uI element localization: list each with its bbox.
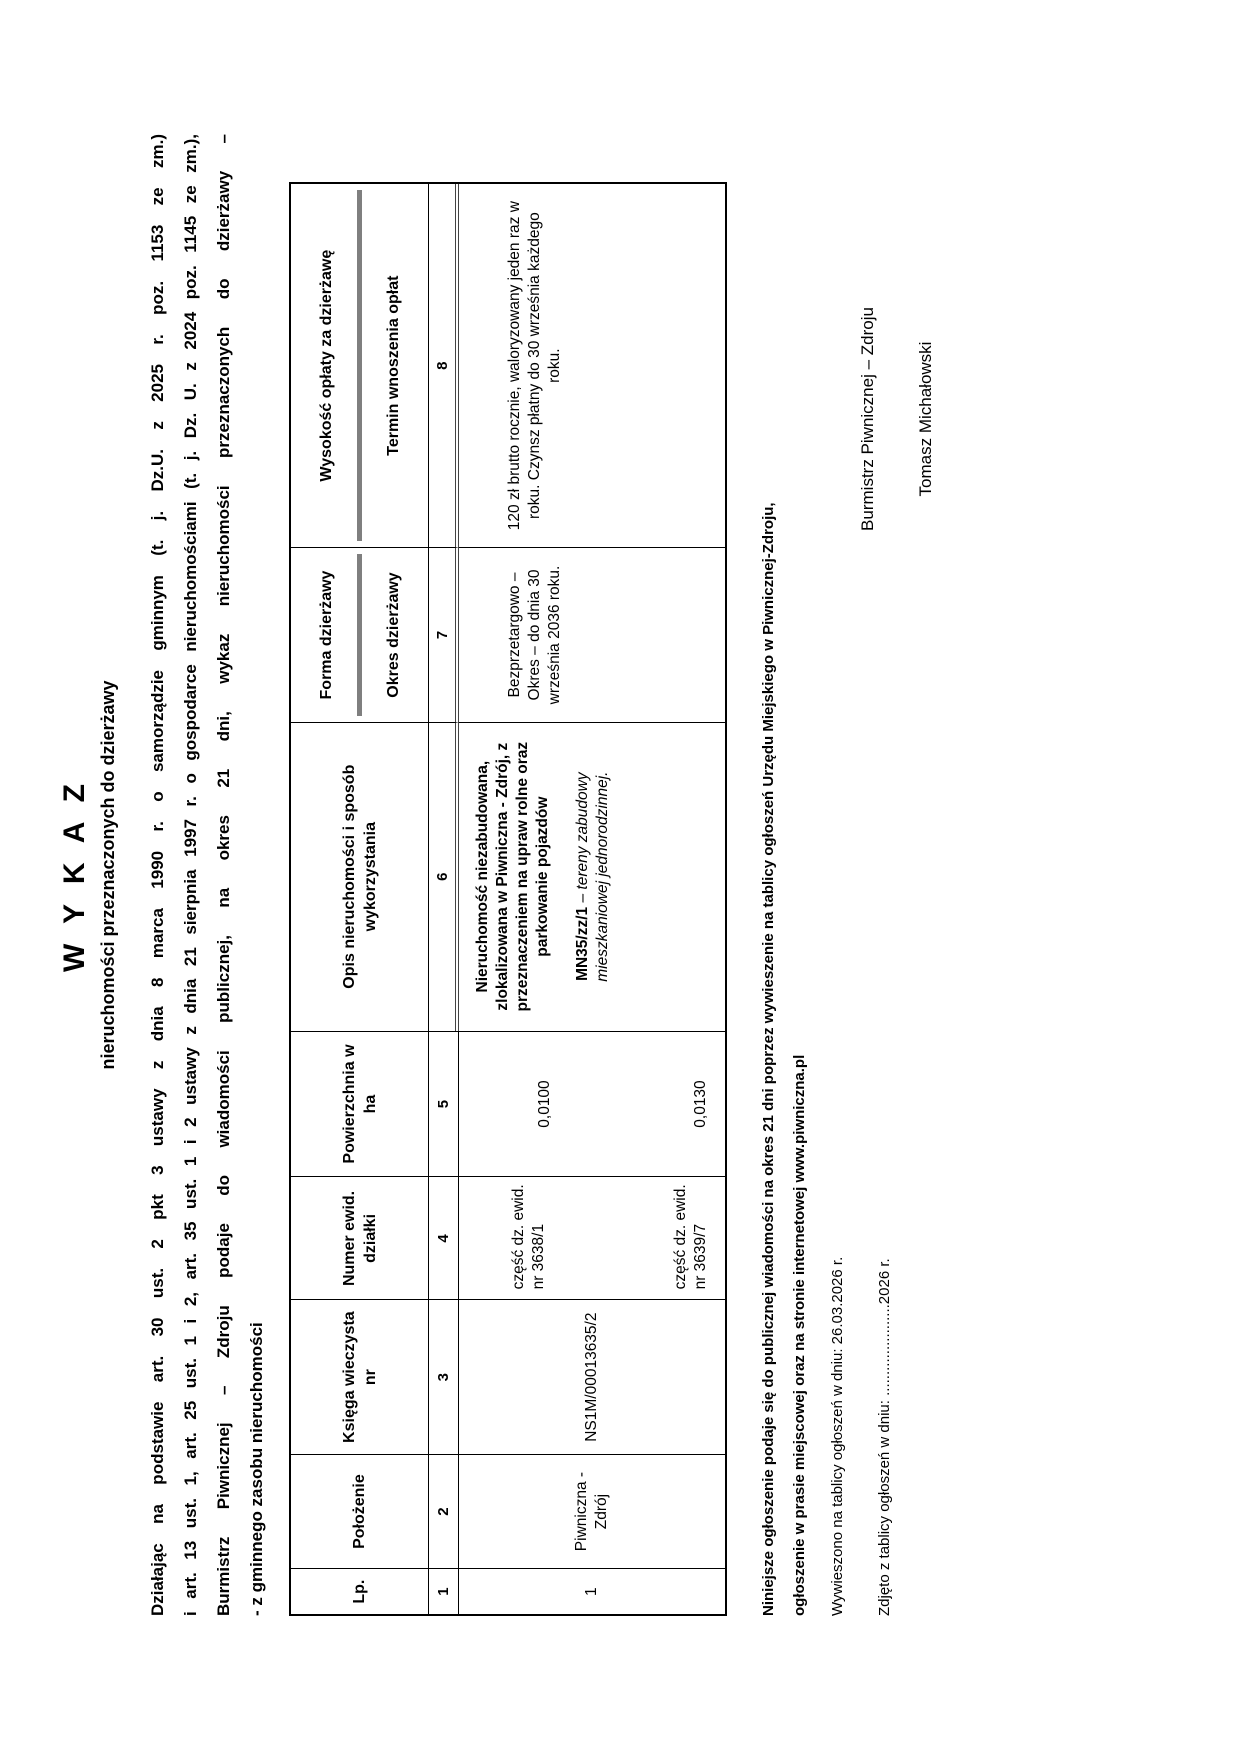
fee-label: Wysokość opłaty za dzierżawę [317, 249, 335, 482]
parcel-entry-2: część dz. ewid. nr 3639/7 [672, 1184, 709, 1290]
area-entry-1: 0,0100 [536, 1080, 553, 1128]
cell-areas [459, 1031, 725, 1177]
col-header-parcel-number: Numer ewid. działki [291, 1176, 429, 1299]
signature-title: Burmistrz Piwnicznej – Zdroju [858, 307, 877, 531]
col-header-fee [291, 184, 429, 547]
lease-table [289, 182, 727, 1616]
parcel-entry-1: część dz. ewid. nr 3638/1 [510, 1184, 547, 1290]
col-header-description: Opis nieruchomości i sposób wykorzystania [291, 722, 429, 1031]
col-header-land-register: Księga wieczysta nr [291, 1299, 429, 1453]
plan-text: – tereny zabudowy mieszkaniowej jednorodzinnej. [574, 771, 611, 982]
cell-fee: 120 zł brutto rocznie, waloryzowany jeden raz w roku. Czynsz płatny do 30 września każdego roku. [506, 201, 563, 531]
signature-name: Tomasz Michałowski [916, 341, 935, 497]
column-number-5: 5 [429, 1031, 459, 1177]
intro-paragraph [141, 134, 273, 1616]
page-title: W Y K A Z [58, 778, 91, 973]
posted-date-line: Wywieszono na tablicy ogłoszeń w dniu: 26.03.2026 r. [829, 1256, 846, 1616]
lease-form-label: Forma dzierżawy [317, 570, 335, 700]
cell-description [459, 722, 725, 1031]
intro-line-1: Działając na podstawie art. 30 ust. 2 pkt 3 ustawy z dnia 8 marca 1990 r. o samorządzie gminnym (t. j. Dz.U. z 2025 r. poz. 1153 ze zm.) [148, 134, 167, 1616]
cell-location: Piwniczna - Zdrój [459, 1454, 725, 1568]
column-number-2: 2 [429, 1454, 459, 1568]
footer-notice [753, 134, 815, 1616]
column-number-7: 7 [429, 547, 459, 721]
signature-block [858, 184, 936, 654]
area-entry-2: 0,0130 [692, 1080, 709, 1128]
page-subtitle: nieruchomości przeznaczonych do dzierżawy [98, 680, 118, 1070]
col-header-lp: Lp. [291, 1568, 429, 1614]
column-number-8: 8 [429, 184, 459, 547]
column-number-4: 4 [429, 1176, 459, 1299]
col-header-lease-form [291, 547, 429, 721]
footer-notice-line-2: ogłoszenie w prasie miejscowej oraz na stronie internetowej www.piwniczna.pl [791, 1054, 808, 1616]
cell-parcel-numbers [459, 1176, 725, 1299]
col-header-location: Położenie [291, 1454, 429, 1568]
description-main: Nieruchomość niezabudowana, zlokalizowana w Piwniczna - Zdrój, z przeznaczeniem na upraw rolne oraz parkowanie pojazdów [474, 741, 551, 1012]
footer-notice-line-1: Niniejsze ogłoszenie podaje się do publicznej wiadomości na okres 21 dni poprzez wywieszenie na tablicy ogłoszeń Urzędu Miejskiego w Piwnicznej-Zdroju, [760, 502, 777, 1616]
removed-date-line: Zdjęto z tablicy ogłoszeń w dniu: ......................2026 r. [876, 1258, 893, 1616]
plan-code: MN35/zz/1 [574, 906, 591, 981]
column-number-1: 1 [429, 1568, 459, 1614]
document-content [58, 134, 893, 1616]
cell-lp: 1 [459, 1568, 725, 1614]
cell-lease-form: Bezprzetargowo – Okres – do dnia 30 września 2036 roku. [459, 547, 725, 721]
fee-term-label: Termin wnoszenia opłat [384, 275, 402, 456]
intro-line-3: Burmistrz Piwnicznej – Zdroju podaje do wiadomości publicznej, na okres 21 dni, wykaz nieruchomości przeznaczonych do dzierżawy – [214, 134, 233, 1616]
column-number-3: 3 [429, 1299, 459, 1453]
intro-line-4: - z gminnego zasobu nieruchomości [247, 1322, 266, 1616]
col-header-area: Powierzchnia w ha [291, 1031, 429, 1177]
description-plan [573, 735, 613, 1019]
intro-line-2: i art. 13 ust. 1, art. 25 ust. 1 i 2, art. 35 ust. 1 i 2 ustawy z dnia 21 sierpnia 1997 r. o gospodarce nieruchomościami (t. j. Dz. U. z 2024 poz. 1145 ze zm.), [181, 134, 200, 1616]
column-number-6: 6 [429, 722, 459, 1031]
cell-land-register: NS1M/00013635/2 [459, 1299, 725, 1453]
lease-period-label: Okres dzierżawy [384, 572, 402, 698]
